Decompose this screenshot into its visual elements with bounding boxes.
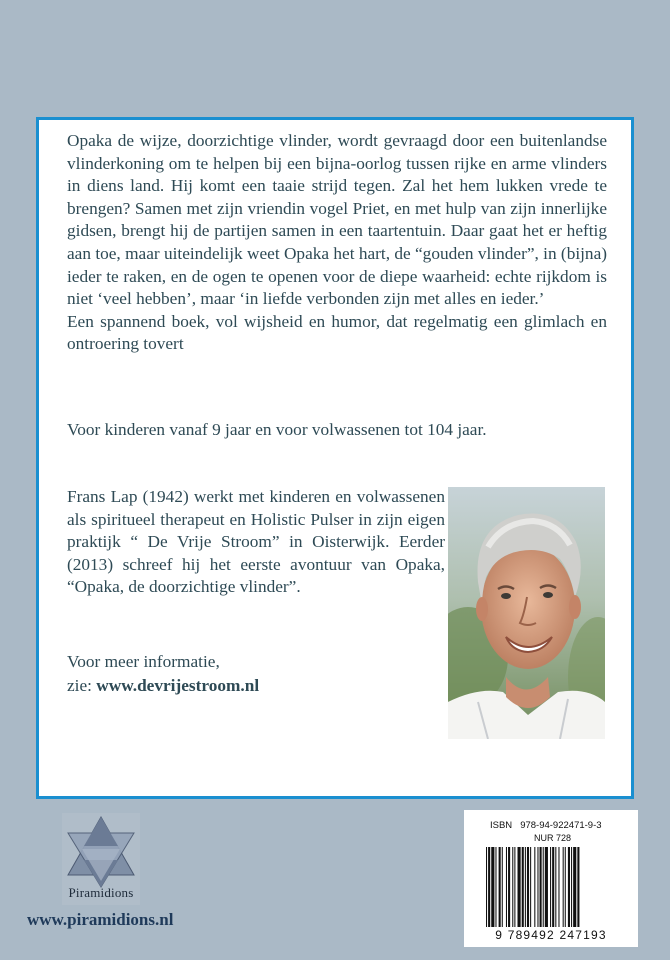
isbn-line <box>490 820 602 831</box>
barcode-stripe <box>512 847 513 927</box>
barcode-box <box>464 810 638 947</box>
barcode-bars <box>486 847 616 927</box>
barcode-stripe <box>486 847 487 927</box>
barcode-stripe <box>488 847 490 927</box>
barcode-stripe <box>540 847 542 927</box>
book-blurb <box>67 130 607 356</box>
barcode-stripe <box>534 847 535 927</box>
barcode-stripe <box>499 847 501 927</box>
barcode-stripe <box>514 847 515 927</box>
barcode-stripe <box>545 847 548 927</box>
barcode-stripe <box>577 847 579 927</box>
author-website-link[interactable]: www.devrijestroom.nl <box>96 676 260 695</box>
author-bio: Frans Lap (1942) werkt met kinderen en volwassenen als spiritueel therapeut en Holistic Pulser in zijn eigen praktijk “ De Vrije Stroom” in Oisterwijk. Eerder (2013) schreef hij het eerste avontuur van Opaka, “Opaka, de doorzichtige vlinder”. <box>67 487 445 597</box>
blurb-paragraph-2: Een spannend boek, vol wijsheid en humor, dat regelmatig een glimlach en ontroering tovert <box>67 311 607 354</box>
barcode-stripe <box>530 847 531 927</box>
barcode-stripe <box>508 847 510 927</box>
barcode-stripe <box>525 847 526 927</box>
more-info-link-line <box>67 674 445 698</box>
author-photo <box>448 487 605 739</box>
barcode-stripe <box>537 847 538 927</box>
barcode-stripe <box>550 847 551 927</box>
barcode-stripe <box>502 847 503 927</box>
barcode-stripe <box>558 847 559 927</box>
publisher-website[interactable]: www.piramidions.nl <box>27 910 174 929</box>
barcode-stripe <box>565 847 566 927</box>
barcode-stripe <box>495 847 496 927</box>
barcode-stripe <box>568 847 570 927</box>
barcode-stripe <box>563 847 564 927</box>
barcode-stripe <box>527 847 529 927</box>
audience-note: Voor kinderen vanaf 9 jaar en voor volwassenen tot 104 jaar. <box>67 420 487 439</box>
barcode-stripe <box>518 847 521 927</box>
content-panel <box>36 117 634 799</box>
blurb-paragraph-1: Opaka de wijze, doorzichtige vlinder, wordt gevraagd door een buitenlandse vlinderkoning om te helpen bij een bijna-oorlog tussen rijke en arme vlinders in diens land. Hij komt een taaie strijd tegen. Zal het hem lukken vrede te brengen? Samen met zijn vriendin vogel Priet, en met hulp van zijn innerlijke gidsen, brengt hij de partijen samen in een taartentuin. Daar gaat het er heftig aan toe, maar uiteindelijk weet Opaka het hart, de “gouden vlinder”, in (bijna) ieder te raken, en de ogen te openen voor de diepe waarheid: echte rijkdom is niet ‘veel hebben’, maar ‘in liefde verbonden zijn met alles en ieder.’ <box>67 131 607 309</box>
barcode-number: 9 789492 247193 <box>495 928 607 942</box>
barcode-stripe <box>552 847 554 927</box>
isbn-value: 978-94-922471-9-3 <box>520 820 602 831</box>
barcode-stripe <box>555 847 556 927</box>
barcode-stripe <box>522 847 524 927</box>
barcode-stripe <box>571 847 572 927</box>
barcode-stripe <box>573 847 576 927</box>
barcode-stripe <box>543 847 544 927</box>
more-info <box>67 650 445 698</box>
isbn-label: ISBN <box>490 820 513 831</box>
barcode-stripe <box>506 847 507 927</box>
more-info-line: Voor meer informatie, <box>67 652 220 671</box>
barcode-stripe <box>491 847 494 927</box>
more-info-prefix: zie: <box>67 676 97 695</box>
publisher-name: Piramidions <box>68 885 134 900</box>
nur-code: NUR 728 <box>534 833 572 843</box>
